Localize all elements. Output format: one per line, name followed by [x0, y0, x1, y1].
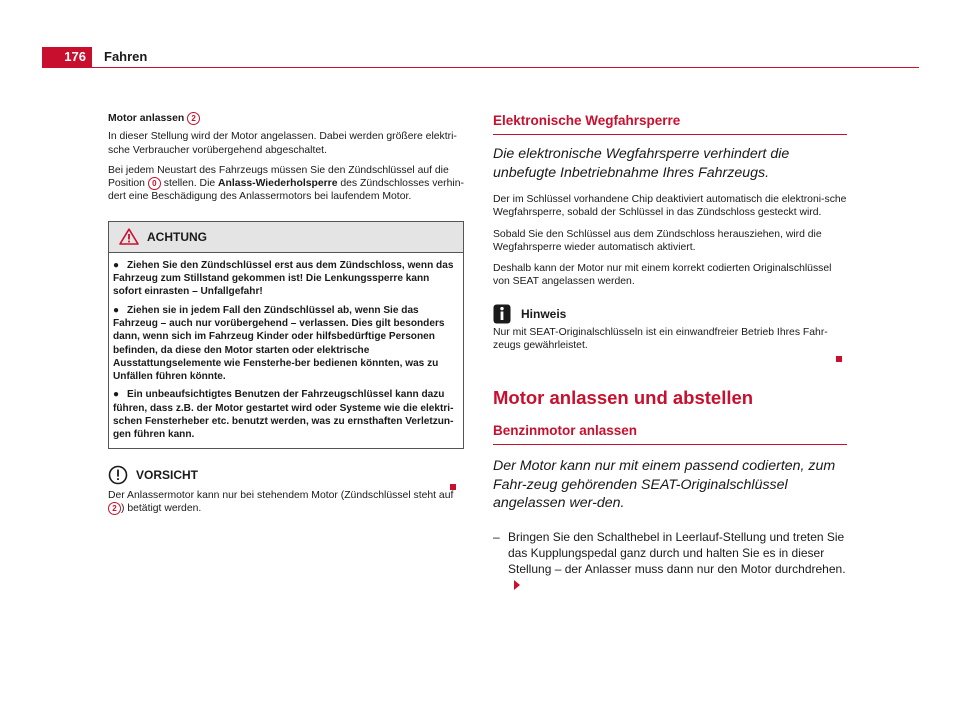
bullet-dot-icon: ●: [113, 259, 120, 271]
left-column: [108, 112, 464, 515]
right-column: [493, 112, 847, 593]
warning-bullet: [113, 388, 458, 441]
warning-title: ACHTUNG: [147, 229, 207, 244]
section-end-marker: [450, 484, 456, 490]
chapter-title: Motor anlassen und abstellen: [493, 387, 754, 409]
warning-body: [109, 253, 463, 448]
instruction-step: [493, 529, 847, 593]
position-badge: 0: [148, 177, 161, 190]
motor-anlassen-heading: [108, 112, 464, 125]
note-title: Hinweis: [521, 306, 567, 321]
chapter-header: Fahren: [104, 49, 148, 64]
section-lead: Der Motor kann nur mit einem passend codierten, zum Fahr-zeug gehörenden SEAT-Originalschlüssel angelassen wer-den.: [493, 458, 836, 512]
step-dash: –: [493, 529, 500, 544]
section-title-benzinmotor: Benzinmotor anlassen: [493, 423, 638, 439]
para2-text-b: stellen. Die: [163, 178, 216, 190]
header-rule: [42, 67, 919, 68]
warning-bullet-text: Ziehen sie in jedem Fall den Zündschlüssel ab, wenn Sie das Fahrzeug – auch nur vorübergehend – verlassen. Dies gilt besonders dann, wenn sich im Fahrzeug Kinder oder hilfsbedürftige Personen befinden, da diese den Motor starten oder elektrische Ausstattungselemente wie Fensterhe-ber bedienen könnten, was zu Unfällen führen könnte.: [113, 304, 445, 383]
para2-text-a: Bei jedem Neustart des Fahrzeugs müssen Sie den Zündschlüssel auf die Position: [108, 164, 449, 190]
section-end-marker: [836, 356, 842, 362]
caution-text-b: ) betätigt werden.: [121, 502, 202, 514]
section-lead: Die elektronische Wegfahrsperre verhindert die unbefugte Inbetriebnahme Ihres Fahrzeugs.: [493, 146, 790, 181]
warning-bullet-text: Ein unbeaufsichtigtes Benutzen der Fahrzeugschlüssel kann dazu führen, dass z.B. der Motor gestartet wird oder Systeme wie die elektri-schen Fensterheber etc. benutzt werden, was zu ernsthaften Verletzun-gen führen kann.: [113, 389, 454, 441]
step-text: [508, 529, 847, 593]
body-paragraph: Sobald Sie den Schlüssel aus dem Zündschloss herausziehen, wird die Wegfahrsperre wieder automatisch aktiviert.: [493, 228, 822, 253]
section-rule: [493, 444, 847, 445]
info-icon: [493, 304, 511, 324]
bullet-dot-icon: ●: [113, 389, 120, 401]
para2-text-c: des Zündschlosses verhin-dert eine Beschädigung des Anlassermotors bei laufendem Motor.: [108, 178, 464, 203]
bullet-dot-icon: ●: [113, 304, 120, 316]
warning-bullet: [113, 304, 458, 384]
section-rule: [493, 134, 847, 135]
warning-bullet: [113, 259, 458, 299]
page-number: 176: [42, 47, 92, 67]
warning-box: [108, 221, 464, 449]
motor-anlassen-label: Motor anlassen: [108, 113, 185, 124]
position-badge: 2: [108, 502, 121, 515]
caution-circle-icon: [108, 465, 128, 485]
caution-title: VORSICHT: [136, 467, 199, 482]
body-paragraph: Deshalb kann der Motor nur mit einem korrekt codierten Originalschlüssel von SEAT angelassen werden.: [493, 263, 832, 288]
continue-arrow-icon: [514, 580, 520, 590]
caution-text-a: Der Anlassermotor kann nur bei stehendem Motor (Zündschlüssel steht auf: [108, 489, 454, 501]
warning-triangle-icon: [119, 228, 139, 245]
motor-para-1: In dieser Stellung wird der Motor angelassen. Dabei werden größere elektri-sche Verbraucher vorübergehend abgeschaltet.: [108, 131, 457, 156]
step-text-content: Bringen Sie den Schalthebel in Leerlauf-Stellung und treten Sie das Kupplungspedal ganz durch und halten Sie es in dieser Stellung – der Anlasser muss dann nur den Motor durchdrehen.: [508, 529, 846, 576]
warning-header: [109, 222, 463, 253]
caution-header: [108, 465, 464, 485]
para2-bold-term: Anlass-Wiederholsperre: [218, 178, 338, 190]
caution-text: [108, 489, 464, 516]
position-badge: 2: [187, 112, 200, 125]
note-header: [493, 304, 847, 324]
warning-bullet-text: Ziehen Sie den Zündschlüssel erst aus dem Zündschloss, wenn das Fahrzeug zum Stillstand gekommen ist! Die Lenkungssperre kann sofort einrasten – Unfallgefahr!: [113, 259, 454, 298]
body-paragraph: Der im Schlüssel vorhandene Chip deaktiviert automatisch die elektroni-sche Wegfahrsperre, sobald der Schlüssel in das Zündschloss gesteckt wird.: [493, 194, 847, 219]
motor-para-2: [108, 164, 464, 204]
note-text: Nur mit SEAT-Originalschlüsseln ist ein einwandfreier Betrieb Ihres Fahr-zeugs gewährleistet.: [493, 326, 828, 352]
section-title-wegfahrsperre: Elektronische Wegfahrsperre: [493, 113, 681, 128]
